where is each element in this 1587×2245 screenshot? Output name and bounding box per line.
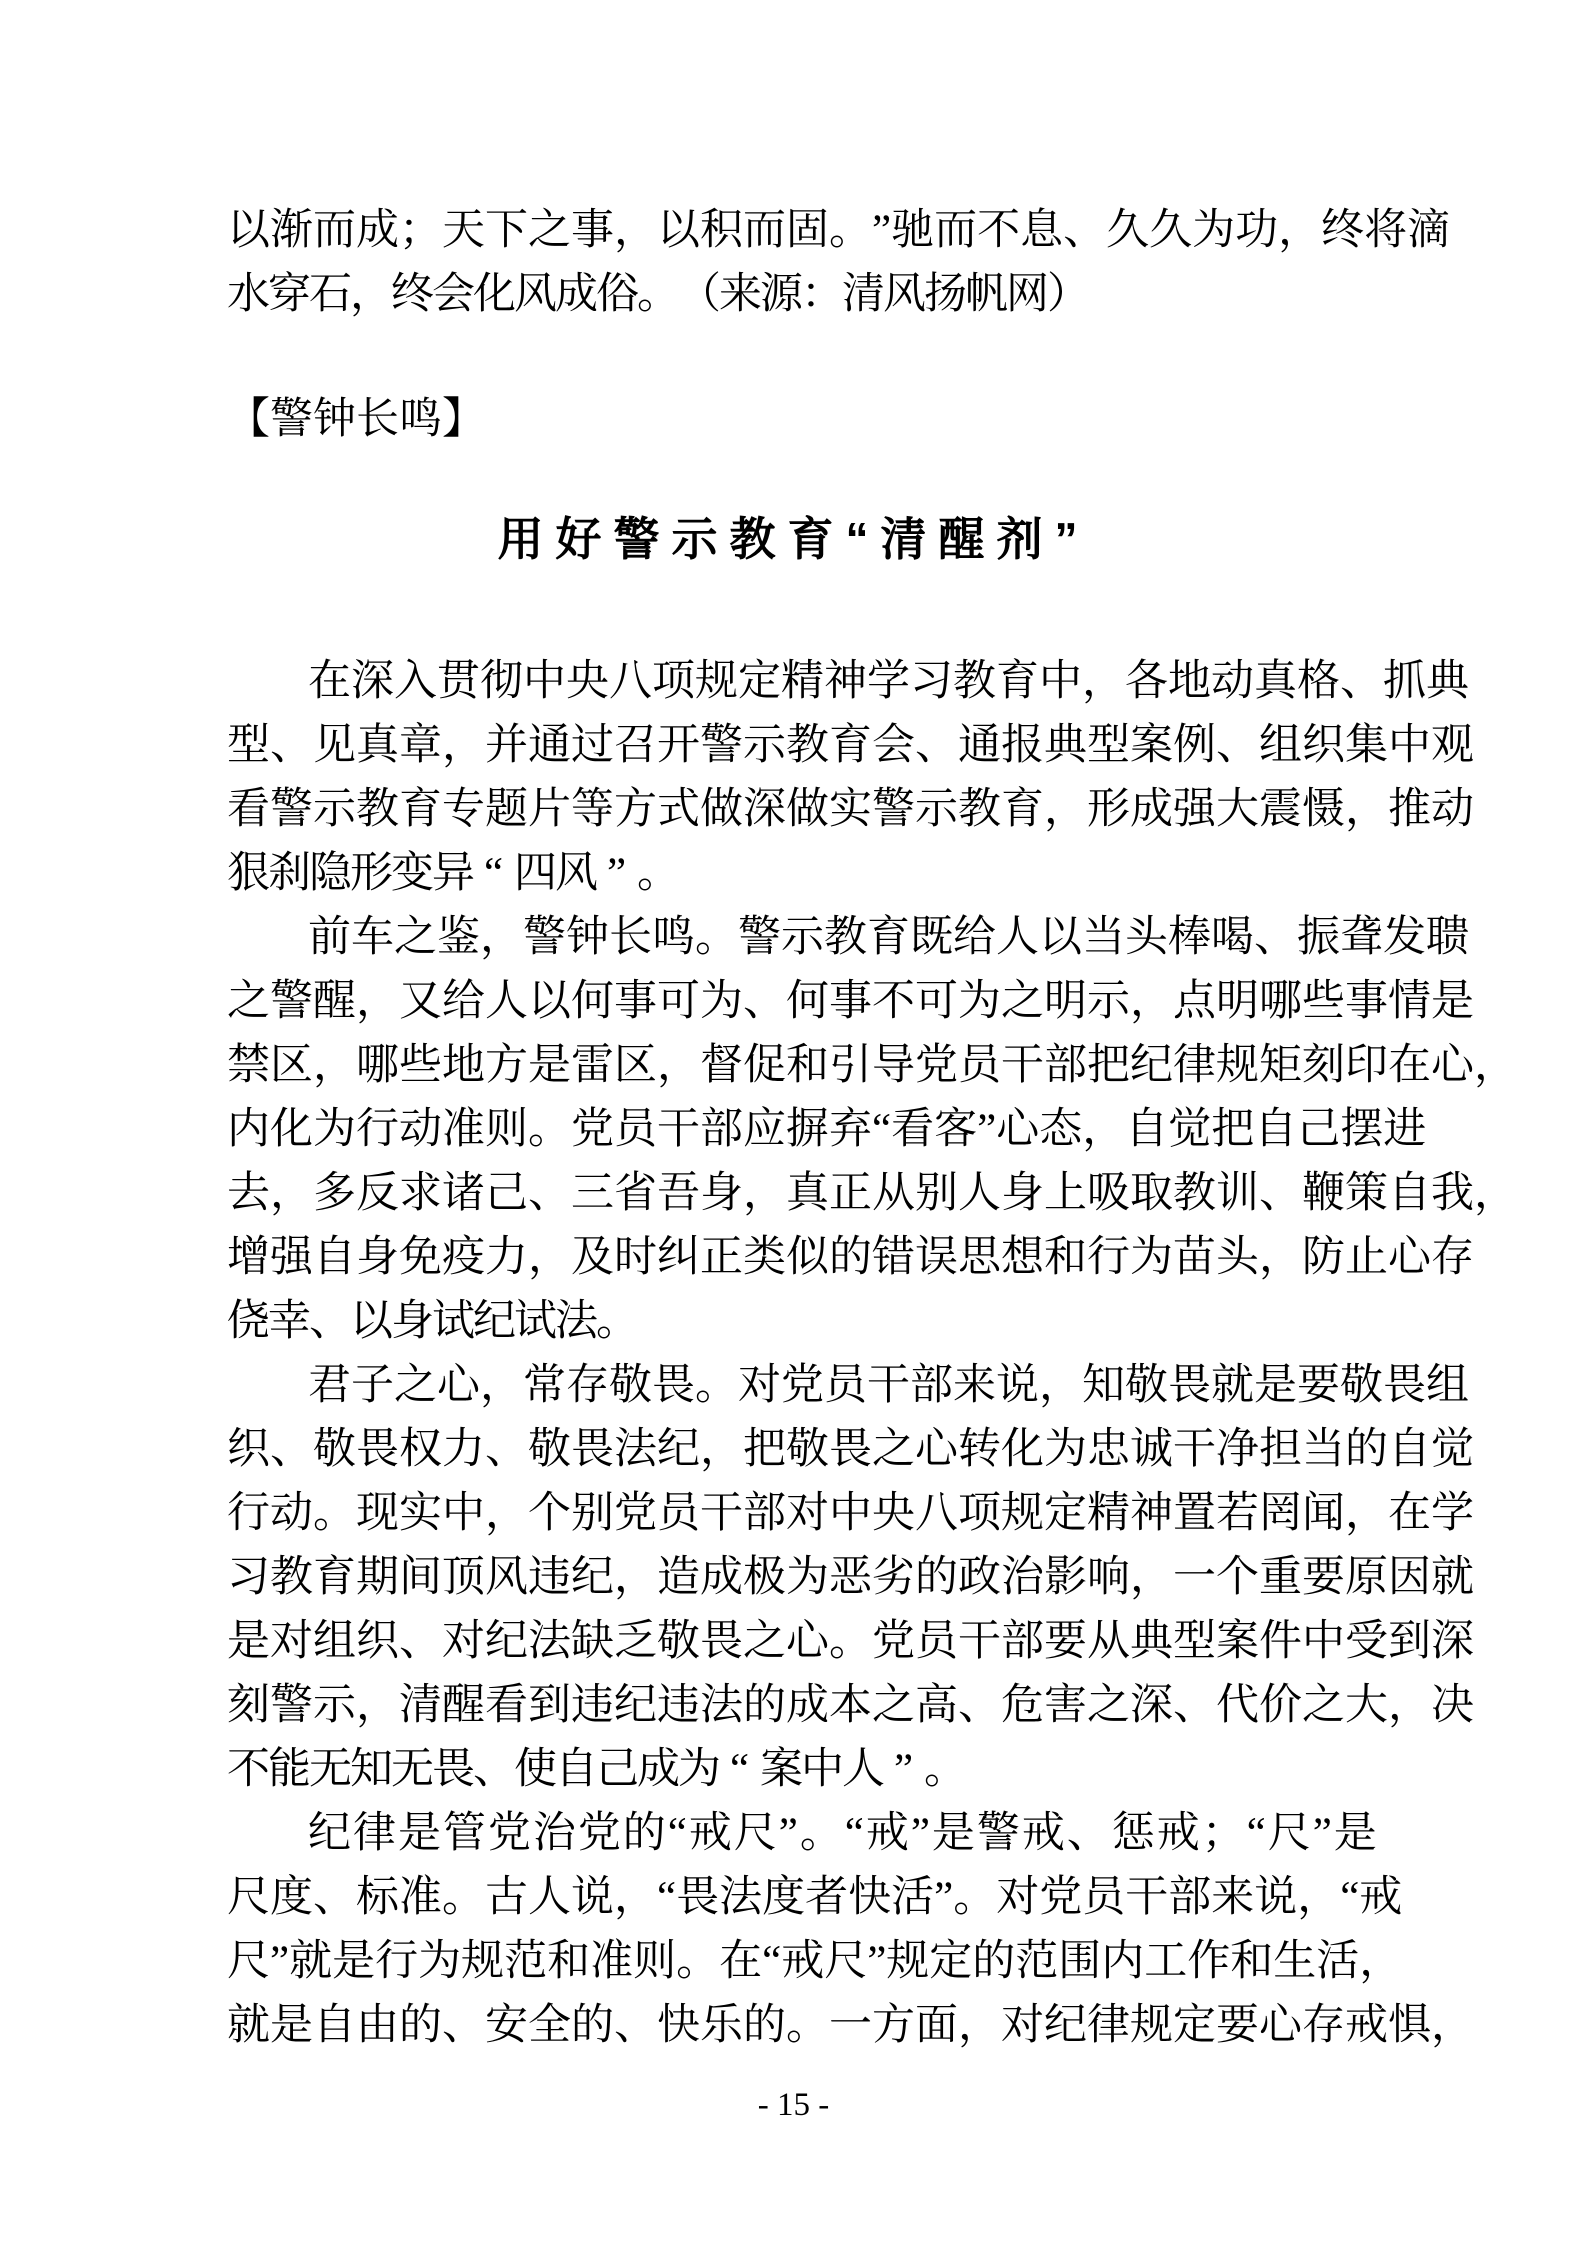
- body-line: 织 、 敬 畏 权 力 、 敬 畏 法 纪 ， 把 敬 畏 之 心 转 化 为 忠 诚 干 净 担 当 的 自 觉: [227, 1426, 1474, 1473]
- body-line: 在 深 入 贯 彻 中 央 八 项 规 定 精 神 学 习 教 育 中 ， 各 地 动 真 格 、 抓 典: [308, 658, 1469, 705]
- paragraph: [227, 1354, 1474, 1802]
- body-line: 习 教 育 期 间 顶 风 违 纪 ， 造 成 极 为 恶 劣 的 政 治 影 响 ， 一 个 重 要 原 因 就: [227, 1554, 1474, 1601]
- body-line: 尺 ” 就 是 行 为 规 范 和 准 则 。 在 “ 戒 尺 ” 规 定 的 范 围 内 工 作 和 生 活 ，: [227, 1938, 1403, 1985]
- body-line: 水穿石，终会化风成俗。（来源：清风扬帆网）: [227, 271, 1090, 318]
- body-line: 以 渐 而 成 ； 天 下 之 事 ， 以 积 而 固 。 ” 驰 而 不 息 、 久 久 为 功 ， 终 将 滴: [227, 207, 1451, 254]
- page-number: - 15 -: [757, 2087, 830, 2123]
- body-line: 就 是 自 由 的 、 安 全 的 、 快 乐 的 。 一 方 面 ， 对 纪 律 规 定 要 心 存 戒 惧 ，: [227, 2002, 1474, 2049]
- paragraph: [227, 650, 1474, 906]
- body-line: 纪 律 是 管 党 治 党 的 “ 戒 尺 ” 。 “ 戒 ” 是 警 戒 、 惩 戒 ； “ 尺 ” 是: [308, 1810, 1377, 1857]
- body-line: 之 警 醒 ， 又 给 人 以 何 事 可 为 、 何 事 不 可 为 之 明 示 ， 点 明 哪 些 事 情 是: [227, 978, 1474, 1025]
- body-line: 君 子 之 心 ， 常 存 敬 畏 。 对 党 员 干 部 来 说 ， 知 敬 畏 就 是 要 敬 畏 组: [308, 1362, 1469, 1409]
- intro-paragraph: [227, 199, 1451, 327]
- body-line: 禁 区 ， 哪 些 地 方 是 雷 区 ， 督 促 和 引 导 党 员 干 部 把 纪 律 规 矩 刻 印 在 心 ，: [227, 1042, 1517, 1089]
- body-line: 前 车 之 鉴 ， 警 钟 长 鸣 。 警 示 教 育 既 给 人 以 当 头 棒 喝 、 振 聋 发 聩: [308, 914, 1469, 961]
- body-line: 去 ， 多 反 求 诸 己 、 三 省 吾 身 ， 真 正 从 别 人 身 上 吸 取 教 训 、 鞭 策 自 我 ，: [227, 1170, 1517, 1217]
- body-line: 侥幸、以身试纪试法。: [227, 1298, 639, 1345]
- body-line: 内 化 为 行 动 准 则 。 党 员 干 部 应 摒 弃 “ 看 客 ” 心 态 ， 自 觉 把 自 己 摆 进: [227, 1106, 1427, 1153]
- body-line: 不能无知无畏、使自己成为 “ 案中人 ” 。: [227, 1746, 967, 1793]
- body-line: 尺 度 、 标 准 。 古 人 说 ， “ 畏 法 度 者 快 活 ” 。 对 党 员 干 部 来 说 ， “ 戒: [227, 1874, 1403, 1921]
- body-line: 看 警 示 教 育 专 题 片 等 方 式 做 深 做 实 警 示 教 育 ， 形 成 强 大 震 慑 ， 推 动: [227, 786, 1474, 833]
- body-line: 增 强 自 身 免 疫 力 ， 及 时 纠 正 类 似 的 错 误 思 想 和 行 为 苗 头 ， 防 止 心 存: [227, 1234, 1474, 1281]
- body-line: 是 对 组 织 、 对 纪 法 缺 乏 敬 畏 之 心 。 党 员 干 部 要 从 典 型 案 件 中 受 到 深: [227, 1618, 1474, 1665]
- section-header-block: [227, 388, 1377, 452]
- body-line: 型 、 见 真 章 ， 并 通 过 召 开 警 示 教 育 会 、 通 报 典 型 案 例 、 组 织 集 中 观: [227, 722, 1474, 769]
- body-line: 狠刹隐形变异 “ 四风 ” 。: [227, 850, 680, 897]
- section-header: 【警钟长鸣】: [227, 396, 485, 443]
- article-title: 用好警示教育“清醒剂”: [497, 513, 1090, 565]
- paragraph: [227, 1802, 1474, 2058]
- paragraph: [227, 906, 1517, 1354]
- body-line: 刻 警 示 ， 清 醒 看 到 违 纪 违 法 的 成 本 之 高 、 危 害 之 深 、 代 价 之 大 ， 决: [227, 1682, 1474, 1729]
- article-body: [227, 650, 1517, 2058]
- body-line: 行 动 。 现 实 中 ， 个 别 党 员 干 部 对 中 央 八 项 规 定 精 神 置 若 罔 闻 ， 在 学: [227, 1490, 1474, 1537]
